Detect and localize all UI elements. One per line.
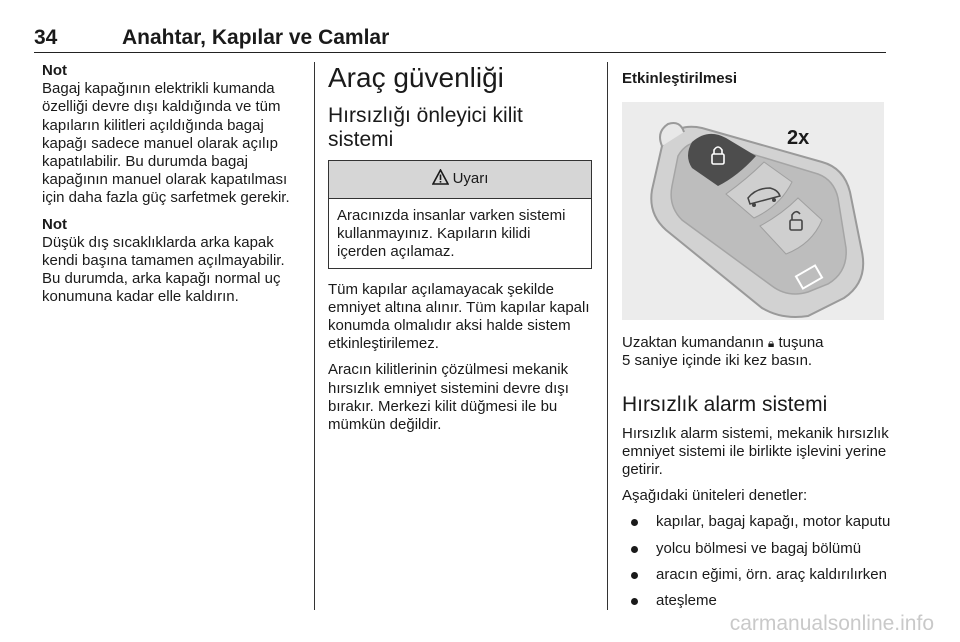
- warning-header: [329, 161, 591, 199]
- alarm-heading: Hırsızlık alarm sistemi: [622, 392, 828, 416]
- monitored-units-list: [622, 513, 892, 610]
- list-item: yolcu bölmesi ve bagaj bölümü: [622, 540, 892, 558]
- column-right: [622, 62, 892, 618]
- alarm-paragraph: Hırsızlık alarm sistemi, mekanik hırsızlık emniyet sistemi ile birlikte işlevini yerine getirir.: [622, 424, 889, 479]
- column-divider: [314, 62, 315, 610]
- list-item: kapılar, bagaj kapağı, motor kaputu: [622, 513, 892, 531]
- bullet-icon: [631, 598, 638, 605]
- list-item: ateşleme: [622, 592, 892, 610]
- note-text-2: Düşük dış sıcaklıklarda arka kapak kendi başına tamamen açılmayabilir. Bu durumda, arka kapağı normal uç konumuna kadar elle kaldırın.: [42, 233, 285, 306]
- page-header: [34, 26, 886, 53]
- note-heading: Not: [42, 62, 67, 79]
- paragraph: Tüm kapılar açılamayacak şekilde emniyet altına alınır. Tüm kapılar kapalı konumda olmalıdır aksi halde sistem etkinleştirilemez.: [328, 280, 590, 353]
- warning-box: [328, 160, 592, 269]
- column-left: [42, 62, 304, 315]
- instruction-line1: Uzaktan kumandanın: [622, 334, 768, 352]
- bullet-icon: [631, 519, 638, 526]
- press-count-label: 2x: [787, 127, 810, 150]
- monitors-intro: Aşağıdaki üniteleri denetler:: [622, 487, 808, 505]
- lock-button-icon: 🔒︎: [767, 336, 775, 351]
- activation-instruction: [622, 334, 892, 370]
- subsection-heading: Hırsızlığı önleyici kilit sistemi: [328, 104, 523, 151]
- activation-heading: Etkinleştirilmesi: [622, 70, 738, 87]
- bullet-icon: [631, 546, 638, 553]
- instruction-line1-end: tuşuna: [774, 334, 824, 352]
- remote-key-illustration: [622, 102, 884, 320]
- warning-title: Uyarı: [452, 170, 489, 188]
- column-middle: [328, 62, 592, 442]
- list-item: aracın eğimi, örn. araç kaldırılırken: [622, 566, 892, 584]
- chapter-title: Anahtar, Kapılar ve Camlar: [122, 26, 390, 49]
- bullet-icon: [631, 572, 638, 579]
- note-text: Bagaj kapağının elektrikli kumanda özelliği devre dışı kaldığında ve tüm kapıların kilitleri açıldığında bagaj kapağı sadece manuel olarak açılıp kapatılabilir. Bu durumda bagaj kapağının manuel olarak kapatılması için daha fazla güç sarfetmek gerekir.: [42, 80, 290, 207]
- page-number: 34: [34, 26, 58, 49]
- section-heading: Araç güvenliği: [328, 62, 504, 93]
- instruction-line2: 5 saniye içinde iki kez basın.: [622, 352, 813, 370]
- watermark: carmanualsonline.info: [729, 612, 934, 635]
- column-divider-2: [607, 62, 608, 610]
- paragraph-2: Aracın kilitlerinin çözülmesi mekanik hırsızlık emniyet sistemini devre dışı bırakır. Merkezi kilit düğmesi ile bu mümkün değildir.: [328, 361, 569, 434]
- warning-triangle-icon: [432, 169, 449, 190]
- warning-text: Aracınızda insanlar varken sistemi kullanmayınız. Kapıların kilidi içerden açılamaz.: [337, 207, 566, 261]
- note-heading-2: Not: [42, 215, 67, 233]
